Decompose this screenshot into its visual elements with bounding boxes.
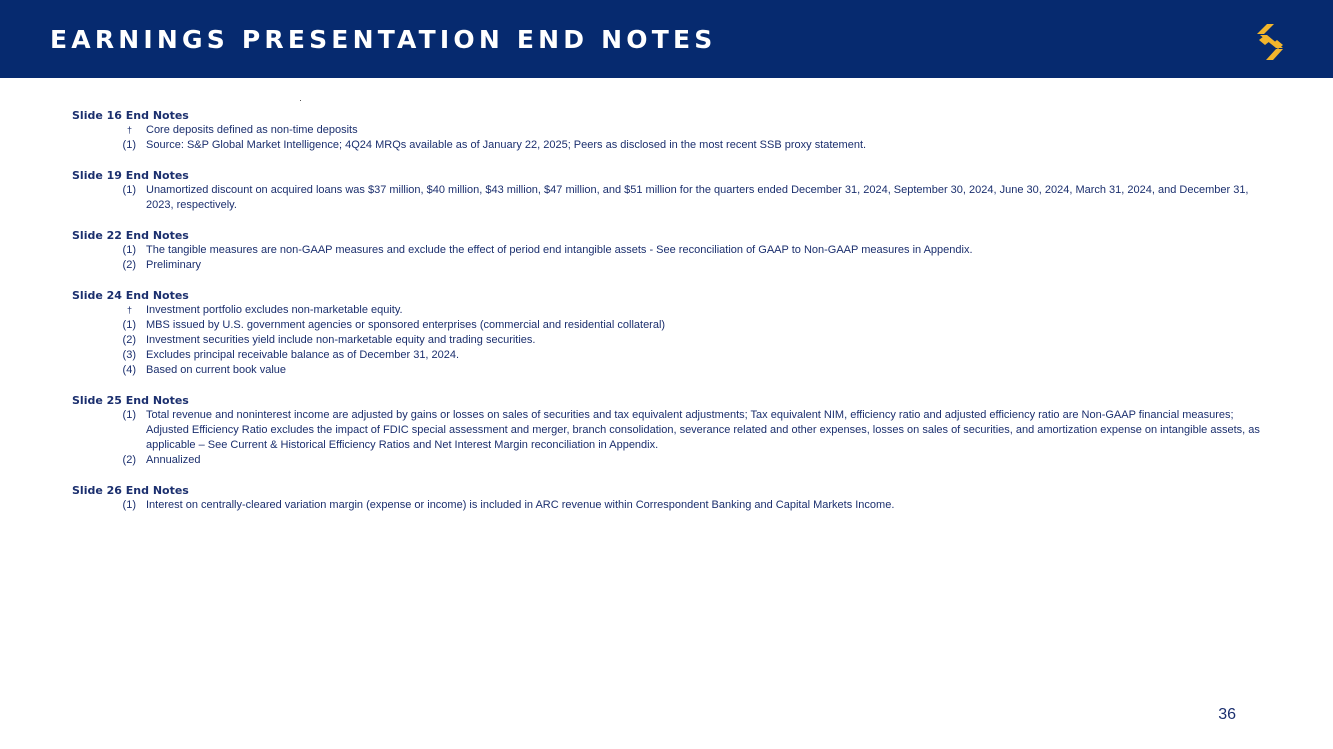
note-text: Annualized (146, 454, 201, 466)
note-text: Core deposits defined as non-time deposits (146, 124, 358, 136)
note-marker: (1) (122, 409, 136, 421)
section-title: Slide 22 End Notes (72, 229, 189, 242)
section-title: Slide 25 End Notes (72, 394, 189, 407)
note-text: The tangible measures are non-GAAP measures and exclude the effect of period end intangible assets - See reconciliation of GAAP to Non-GAAP measures in Appendix. (146, 244, 973, 256)
end-notes-content (72, 108, 1272, 528)
note-text: Interest on centrally-cleared variation margin (expense or income) is included in ARC revenue within Correspondent Banking and Capital Markets Income. (146, 499, 895, 511)
page-title: EARNINGS PRESENTATION END NOTES (50, 25, 717, 54)
southstate-s-logo-icon (1256, 23, 1286, 61)
note-item (72, 363, 1272, 378)
note-marker: (1) (122, 244, 136, 256)
section-slide-25 (72, 393, 1272, 468)
note-item (72, 138, 1272, 153)
note-item (72, 243, 1272, 258)
note-item (72, 348, 1272, 363)
note-item (72, 183, 1272, 213)
note-item (72, 318, 1272, 333)
note-item (72, 303, 1272, 318)
section-title: Slide 16 End Notes (72, 109, 189, 122)
note-text: Total revenue and noninterest income are adjusted by gains or losses on sales of securities and tax equivalent adjustments; Tax equivalent NIM, efficiency ratio and adjusted efficiency ratio are Non-GAAP financial measures; Adjusted Efficiency Ratio excludes the impact of FDIC special assessment and merger, branch consolidation, severance related and other expenses, losses on sales of securities, and amortization expense on intangible assets, as applicable – See Current & Historical Efficiency Ratios and Net Interest Margin reconciliation in Appendix. (146, 409, 1260, 451)
note-item (72, 258, 1272, 273)
note-text: Excludes principal receivable balance as of December 31, 2024. (146, 349, 460, 361)
note-marker: (1) (122, 319, 136, 331)
note-item (72, 333, 1272, 348)
note-marker: (2) (122, 259, 136, 271)
note-text: Preliminary (146, 259, 202, 271)
section-slide-22 (72, 228, 1272, 273)
note-text: Unamortized discount on acquired loans was $37 million, $40 million, $43 million, $47 million, and $51 million for the quarters ended December 31, 2024, September 30, 2024, June 30, 2024, March 31, 2024, and December 31, 2023, respectively. (146, 184, 1249, 211)
section-title: Slide 19 End Notes (72, 169, 189, 182)
note-item (72, 498, 1272, 513)
note-marker: (3) (122, 349, 136, 361)
section-title: Slide 24 End Notes (72, 289, 189, 302)
section-slide-26 (72, 483, 1272, 513)
section-title: Slide 26 End Notes (72, 484, 189, 497)
note-marker: † (126, 305, 132, 315)
note-text: Investment portfolio excludes non-marketable equity. (146, 304, 403, 316)
section-slide-19 (72, 168, 1272, 213)
note-text: MBS issued by U.S. government agencies or sponsored enterprises (commercial and residential collateral) (146, 319, 666, 331)
note-marker: (1) (122, 184, 136, 196)
note-item (72, 408, 1272, 453)
note-marker: (2) (122, 454, 136, 466)
decorative-dot (300, 100, 301, 101)
note-marker: (4) (122, 364, 136, 376)
section-slide-16 (72, 108, 1272, 153)
section-slide-24 (72, 288, 1272, 378)
page-number: 36 (1218, 706, 1236, 723)
note-item (72, 453, 1272, 468)
note-text: Investment securities yield include non-marketable equity and trading securities. (146, 334, 536, 346)
note-marker: † (126, 125, 132, 135)
note-text: Based on current book value (146, 364, 287, 376)
note-marker: (2) (122, 334, 136, 346)
note-text: Source: S&P Global Market Intelligence; 4Q24 MRQs available as of January 22, 2025; Peers as disclosed in the most recent SSB proxy statement. (146, 139, 867, 151)
note-item (72, 123, 1272, 138)
note-marker: (1) (122, 139, 136, 151)
header-bar (0, 0, 1333, 78)
note-marker: (1) (122, 499, 136, 511)
